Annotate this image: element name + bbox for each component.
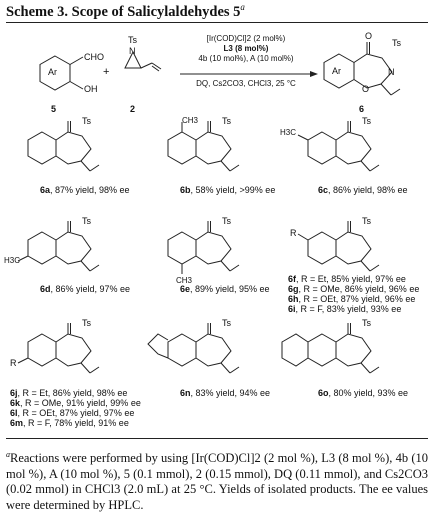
caption-6f-6i xyxy=(288,274,419,314)
condition-line-2: L3 (8 mol%) xyxy=(223,44,269,53)
ts-6c: Ts xyxy=(362,116,371,126)
condition-line-1: [Ir(COD)Cl]2 (2 mol%) xyxy=(206,34,286,43)
condition-line-4: DQ, Cs2CO3, CHCl3, 25 °C xyxy=(196,79,296,88)
ts-6o: Ts xyxy=(362,318,371,328)
ch3-6b: CH3 xyxy=(182,116,199,125)
compound-5-label: 5 xyxy=(51,104,57,114)
r-6f-i: R xyxy=(290,228,297,238)
caption-6a: 6a, 87% yield, 98% ee xyxy=(40,185,130,195)
ts-label-2: Ts xyxy=(128,35,137,45)
ch3-6e: CH3 xyxy=(176,276,193,285)
cho-label: CHO xyxy=(84,52,104,62)
n-label-6: N xyxy=(388,67,395,77)
compound-2-label: 2 xyxy=(130,104,136,114)
caption-6h: 6h, R = OEt, 87% yield, 96% ee xyxy=(288,294,416,304)
ts-6n: Ts xyxy=(222,318,231,328)
ts-6b: Ts xyxy=(222,116,231,126)
caption-6n: 6n, 83% yield, 94% ee xyxy=(180,388,271,398)
ar-label-5: Ar xyxy=(48,67,57,77)
caption-6f: 6f, R = Et, 85% yield, 97% ee xyxy=(288,274,406,284)
oh-label: OH xyxy=(84,84,98,94)
plus-sign: + xyxy=(103,66,110,78)
caption-6d: 6d, 86% yield, 97% ee xyxy=(40,284,131,294)
caption-6l: 6l, R = OEt, 87% yield, 97% ee xyxy=(10,408,135,418)
top-rule xyxy=(6,22,428,23)
caption-6i: 6i, R = F, 83% yield, 93% ee xyxy=(288,304,402,314)
n-label-2: N xyxy=(129,46,136,56)
h3c-6d: H3C xyxy=(4,256,21,265)
r-6j-m: R xyxy=(10,358,17,368)
ts-label-6: Ts xyxy=(392,38,401,48)
ar-label-6: Ar xyxy=(332,66,341,76)
scheme-title: Scheme 3. Scope of Salicylaldehydes 5$^a$ xyxy=(6,2,245,20)
caption-6b: 6b, 58% yield, >99% ee xyxy=(180,185,276,195)
o-label-6: O xyxy=(365,31,373,41)
h3c-6c: H3C xyxy=(280,128,297,137)
ts-6d: Ts xyxy=(82,216,91,226)
compound-6-label: 6 xyxy=(359,104,365,114)
scheme-footnote: $^a$Reactions were performed by using [Ir(COD)Cl]2 (2 mol %), L3 (8 mol %), 4b (10 mol %), A (10 mol %), 5 (0.1 mmol), 2 (0.15 mmol), DQ (0.11 mmol), and Cs2CO3 (0.02 mmol) in CHCl3 (2.0 mL) at 25 °C. Yields of isolated products. The ee values were determined by HPLC. xyxy=(6,450,428,512)
ts-6e: Ts xyxy=(222,216,231,226)
caption-6c: 6c, 86% yield, 98% ee xyxy=(318,185,408,195)
ts-6j-m: Ts xyxy=(82,318,91,328)
caption-6j-6m xyxy=(10,388,141,428)
ts-6a: Ts xyxy=(82,116,91,126)
caption-6o: 6o, 80% yield, 93% ee xyxy=(318,388,409,398)
caption-6k: 6k, R = OMe, 91% yield, 99% ee xyxy=(10,398,141,408)
caption-6e: 6e, 89% yield, 95% ee xyxy=(180,284,270,294)
ts-6f-i: Ts xyxy=(362,216,371,226)
caption-6j: 6j, R = Et, 86% yield, 98% ee xyxy=(10,388,128,398)
condition-line-3: 4b (10 mol%), A (10 mol%) xyxy=(198,54,294,63)
caption-6m: 6m, R = F, 78% yield, 91% ee xyxy=(10,418,129,428)
ring-o-label-6: O xyxy=(362,84,370,94)
caption-6g: 6g, R = OMe, 86% yield, 96% ee xyxy=(288,284,420,294)
